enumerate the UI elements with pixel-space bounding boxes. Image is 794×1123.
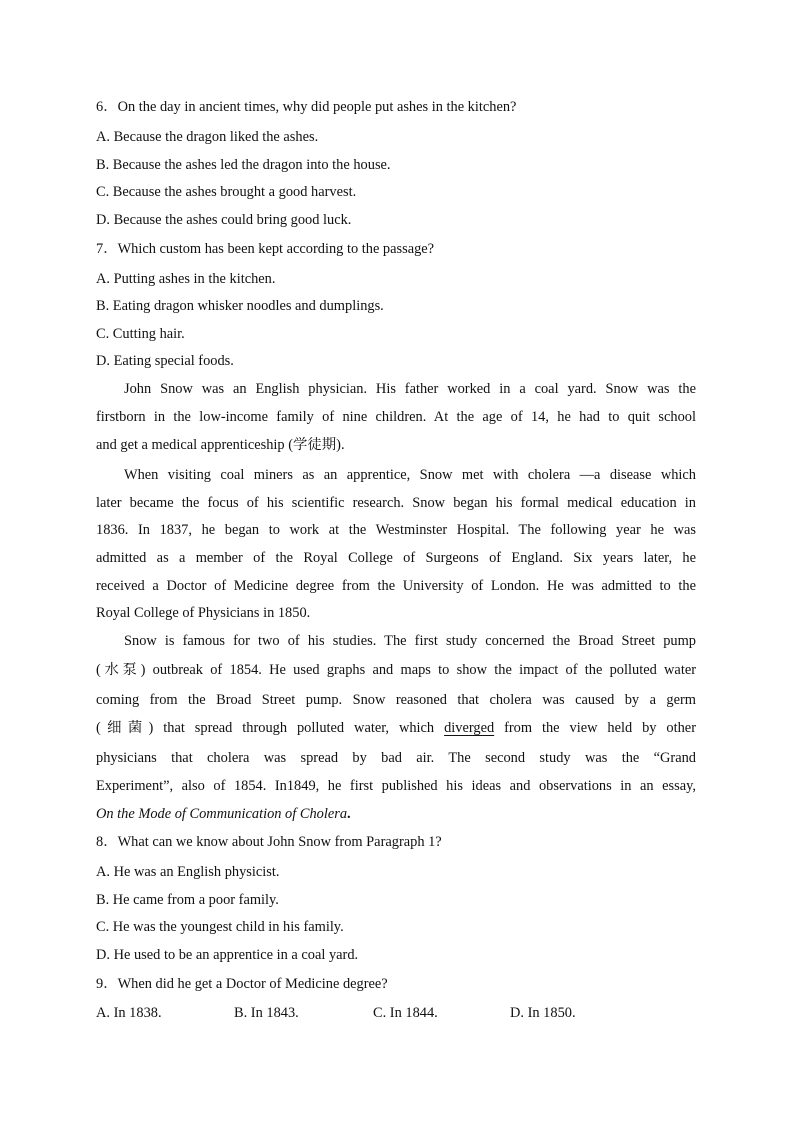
q6-option-b: B. Because the ashes led the dragon into the house. [96,157,391,173]
q7-option-c: C. Cutting hair. [96,326,185,342]
q7-stem: 7．Which custom has been kept according to the passage? [96,241,435,257]
q6-option-d: D. Because the ashes could bring good luck. [96,212,352,228]
passage-p2-line-2: later became the focus of his scientific research. Snow began his formal medical education in [96,495,696,511]
essay-title-line [96,805,351,823]
q8-option-a: A. He was an English physicist. [96,864,280,880]
passage-p3-line-3: coming from the Broad Street pump. Snow reasoned that cholera was caused by a germ [96,692,696,708]
q7-option-a: A. Putting ashes in the kitchen. [96,271,276,287]
q9-stem: 9．When did he get a Doctor of Medicine degree? [96,976,388,992]
passage-p3-line-6: Experiment”, also of 1854. In1849, he first published his ideas and observations in an essay, [96,778,696,794]
passage-p3-line-4 [96,719,696,737]
essay-title-period: . [347,806,351,822]
passage-p2-line-4: admitted as a member of the Royal College of Surgeons of England. Six years later, he [96,550,696,566]
q9-option-d: D. In 1850. [510,1005,576,1021]
q8-option-c: C. He was the youngest child in his family. [96,919,344,935]
passage-p3-line-1: Snow is famous for two of his studies. The first study concerned the Broad Street pump [124,633,696,649]
passage-p1-line-2: firstborn in the low-income family of nine children. At the age of 14, he had to quit school [96,409,696,425]
passage-p2-line-6: Royal College of Physicians in 1850. [96,605,311,621]
essay-title: On the Mode of Communication of Cholera [96,806,348,822]
passage-p3-line-2: (水泵) outbreak of 1854. He used graphs and maps to show the impact of the polluted water [96,662,696,678]
q6-option-a: A. Because the dragon liked the ashes. [96,129,319,145]
q6-stem: 6．On the day in ancient times, why did people put ashes in the kitchen? [96,99,517,115]
passage-p3-line-4-before: (细菌) that spread through polluted water, which [96,720,435,736]
q9-option-b: B. In 1843. [234,1005,299,1021]
q7-option-b: B. Eating dragon whisker noodles and dumplings. [96,298,384,314]
passage-p2-line-1: When visiting coal miners as an apprentice, Snow met with cholera —a disease which [124,467,696,483]
q7-option-d: D. Eating special foods. [96,353,234,369]
passage-p2-line-3: 1836. In 1837, he began to work at the Westminster Hospital. The following year he was [96,522,696,538]
q6-option-c: C. Because the ashes brought a good harvest. [96,184,357,200]
q9-option-c: C. In 1844. [373,1005,438,1021]
underlined-word-diverged: diverged [444,720,495,736]
passage-p2-line-5: received a Doctor of Medicine degree from the University of London. He was admitted to the [96,578,696,594]
passage-p3-line-4-after: from the view held by other [504,720,696,736]
passage-p3-line-5: physicians that cholera was spread by bad air. The second study was the “Grand [96,750,696,766]
passage-p1-line-3: and get a medical apprenticeship (学徒期). [96,437,345,453]
q8-stem: 8．What can we know about John Snow from Paragraph 1? [96,834,442,850]
q9-options [96,1004,696,1024]
q9-option-a: A. In 1838. [96,1005,162,1021]
q8-option-b: B. He came from a poor family. [96,892,279,908]
q8-option-d: D. He used to be an apprentice in a coal yard. [96,947,359,963]
passage-p1-line-1: John Snow was an English physician. His father worked in a coal yard. Snow was the [124,381,696,397]
